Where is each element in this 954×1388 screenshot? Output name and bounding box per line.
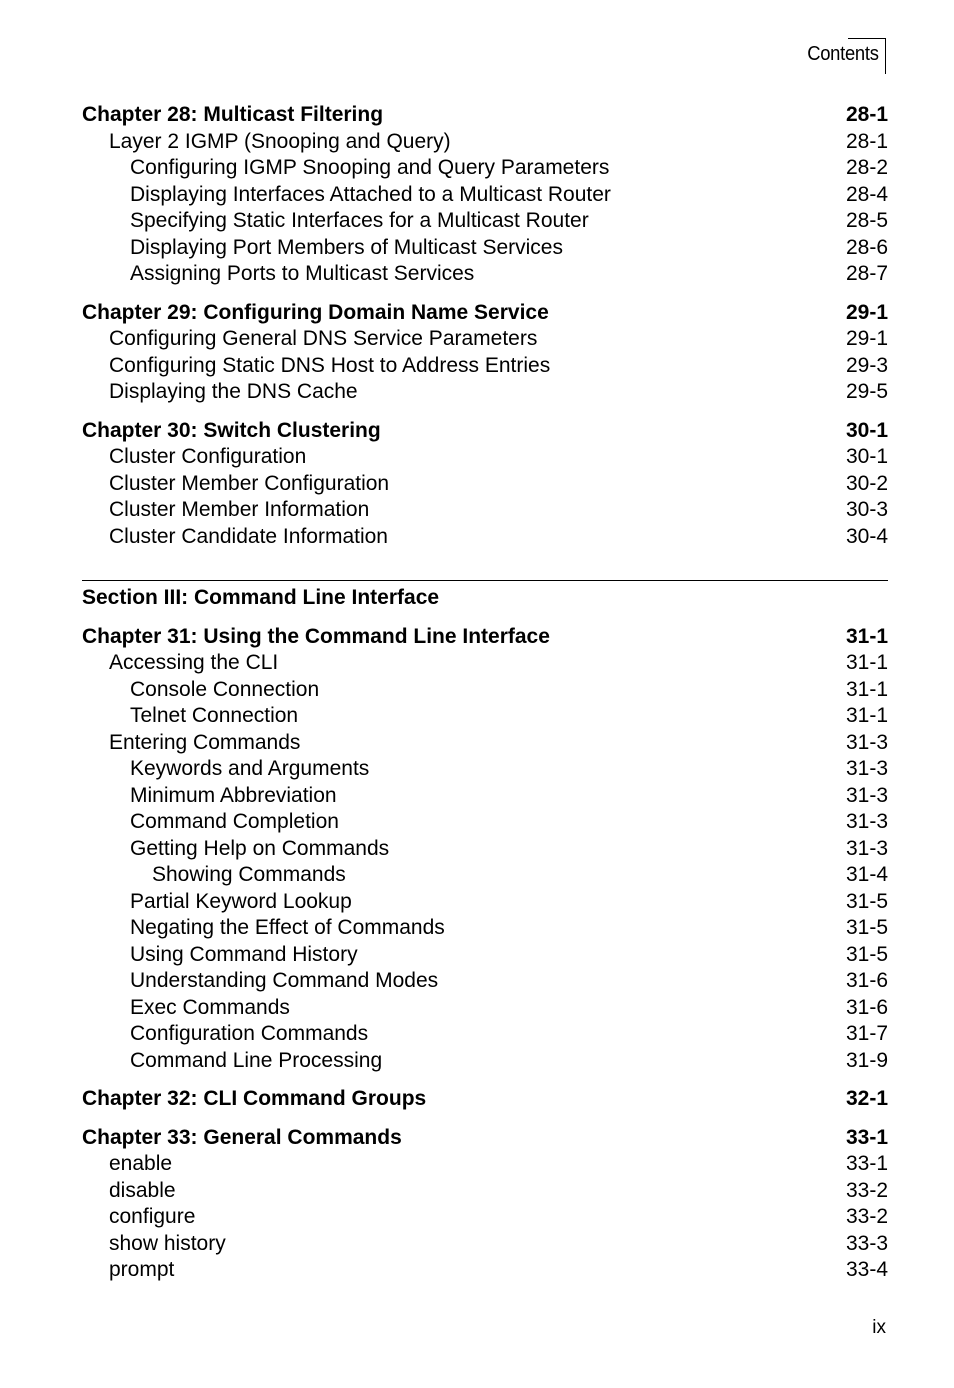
toc-entry-title: Negating the Effect of Commands bbox=[130, 916, 445, 939]
toc-entry-page: 31-1 bbox=[845, 677, 888, 701]
toc-spacer bbox=[82, 1113, 888, 1125]
toc-entry-title: enable bbox=[109, 1152, 173, 1175]
toc-entry[interactable] bbox=[82, 756, 888, 783]
toc-entry-title: Specifying Static Interfaces for a Multicast Router bbox=[130, 209, 589, 232]
toc-entry[interactable] bbox=[82, 129, 888, 156]
toc-entry[interactable] bbox=[82, 836, 888, 863]
toc-entry-title: Cluster Member Configuration bbox=[109, 471, 390, 495]
toc-entry-page: 31-1 bbox=[845, 704, 888, 727]
toc-entry-page: 30-3 bbox=[845, 498, 888, 521]
page-number: ix bbox=[872, 1317, 886, 1338]
toc-entry[interactable] bbox=[82, 326, 888, 353]
toc-entry[interactable] bbox=[82, 968, 888, 995]
toc-entry-page: 31-7 bbox=[845, 1022, 888, 1045]
toc-entry-title: Showing Commands bbox=[152, 863, 346, 886]
toc-entry[interactable] bbox=[82, 809, 888, 836]
section-spacer bbox=[82, 550, 888, 580]
toc-entry-page: 33-1 bbox=[845, 1125, 888, 1149]
toc-entry[interactable] bbox=[82, 730, 888, 757]
toc-entry-title: Chapter 33: General Commands bbox=[82, 1125, 402, 1149]
toc-entry[interactable] bbox=[82, 497, 888, 524]
toc-entry-page: 29-1 bbox=[845, 300, 888, 324]
toc-entry-page: 31-5 bbox=[845, 942, 888, 966]
toc-entry[interactable] bbox=[82, 889, 888, 916]
toc-entry-page: 31-3 bbox=[845, 836, 888, 860]
toc-entry[interactable] bbox=[82, 783, 888, 810]
toc-entry[interactable] bbox=[82, 1231, 888, 1258]
toc-entry[interactable] bbox=[82, 208, 888, 235]
toc-entry-title: Chapter 29: Configuring Domain Name Service bbox=[82, 300, 549, 324]
toc-entry-page: 30-1 bbox=[845, 445, 888, 468]
toc-entry[interactable] bbox=[82, 995, 888, 1022]
header-rule-vertical bbox=[885, 38, 886, 74]
toc-chapter-entry[interactable] bbox=[82, 418, 888, 445]
toc-entry-page: 33-4 bbox=[845, 1258, 888, 1281]
toc-entry-page: 32-1 bbox=[845, 1087, 888, 1110]
toc-entry[interactable] bbox=[82, 444, 888, 471]
toc-entry-title: Chapter 30: Switch Clustering bbox=[82, 418, 381, 442]
toc-entry-title: Understanding Command Modes bbox=[130, 969, 439, 992]
toc-entry-title: Chapter 28: Multicast Filtering bbox=[82, 103, 384, 126]
toc-entry-page: 31-1 bbox=[845, 624, 888, 648]
toc-entry-title: Keywords and Arguments bbox=[130, 757, 370, 780]
toc-spacer bbox=[82, 1074, 888, 1086]
toc-entry[interactable] bbox=[82, 379, 888, 406]
toc-entry-page: 31-6 bbox=[845, 969, 888, 992]
toc-entry-title: Chapter 31: Using the Command Line Interface bbox=[82, 624, 550, 648]
toc-entry[interactable] bbox=[82, 942, 888, 969]
toc-entry-title: Minimum Abbreviation bbox=[130, 783, 337, 807]
toc-chapter-entry[interactable] bbox=[82, 300, 888, 327]
toc-entry[interactable] bbox=[82, 1151, 888, 1178]
toc-entry-page: 28-7 bbox=[845, 262, 888, 285]
toc-entry-page: 29-1 bbox=[845, 327, 888, 350]
toc-entry[interactable] bbox=[82, 235, 888, 262]
toc-entry-title: prompt bbox=[109, 1258, 175, 1281]
toc-entry-title: Configuring Static DNS Host to Address Entries bbox=[109, 353, 551, 377]
toc-entry-page: 31-1 bbox=[845, 651, 888, 674]
toc-entry-title: Console Connection bbox=[130, 677, 320, 701]
toc-entry-title: Layer 2 IGMP (Snooping and Query) bbox=[109, 129, 451, 153]
toc-entry[interactable] bbox=[82, 353, 888, 380]
toc-entry-page: 31-4 bbox=[845, 863, 888, 886]
toc-entry-title: Displaying Port Members of Multicast Services bbox=[130, 235, 563, 259]
toc-entry-title: Using Command History bbox=[130, 942, 358, 966]
toc-entry-page: 33-1 bbox=[845, 1152, 888, 1175]
toc-chapter-entry[interactable] bbox=[82, 1086, 888, 1113]
toc-entry-title: show history bbox=[109, 1231, 226, 1255]
toc-entry-page: 29-3 bbox=[845, 353, 888, 377]
toc-entry-page: 33-3 bbox=[845, 1231, 888, 1255]
toc-entry-title: configure bbox=[109, 1205, 196, 1228]
toc-spacer bbox=[82, 288, 888, 300]
header-rule-horizontal bbox=[848, 38, 886, 39]
toc-entry-page: 28-4 bbox=[845, 182, 888, 206]
toc-entry[interactable] bbox=[82, 862, 888, 889]
toc-spacer bbox=[82, 612, 888, 624]
toc-entry[interactable] bbox=[82, 1204, 888, 1231]
toc-entry-page: 30-1 bbox=[845, 418, 888, 442]
toc-entry-title: Configuration Commands bbox=[130, 1022, 369, 1045]
toc-entry-title: Entering Commands bbox=[109, 730, 301, 754]
running-header: Contents bbox=[807, 43, 879, 65]
toc-entry-page: 30-4 bbox=[845, 524, 888, 548]
toc-entry-title: Displaying Interfaces Attached to a Multicast Router bbox=[130, 182, 611, 206]
toc-entry[interactable] bbox=[82, 182, 888, 209]
toc-entry-page: 31-6 bbox=[845, 995, 888, 1019]
toc-entry[interactable] bbox=[82, 155, 888, 182]
toc-chapter-entry[interactable] bbox=[82, 1125, 888, 1152]
toc-entry-page: 31-3 bbox=[845, 730, 888, 754]
toc-entry[interactable] bbox=[82, 524, 888, 551]
toc-entry-title: Command Line Processing bbox=[130, 1048, 383, 1072]
toc-entry-title: Command Completion bbox=[130, 810, 339, 833]
toc-chapter-entry[interactable] bbox=[82, 624, 888, 651]
toc-entry[interactable] bbox=[82, 1048, 888, 1075]
toc-entry-page: 33-2 bbox=[845, 1205, 888, 1228]
toc-entry-title: Partial Keyword Lookup bbox=[130, 889, 352, 913]
toc-entry-title: Configuring IGMP Snooping and Query Parameters bbox=[130, 156, 610, 179]
toc-entry-page: 33-2 bbox=[845, 1178, 888, 1202]
toc-entry-page: 29-5 bbox=[845, 380, 888, 403]
toc-entry-title: Cluster Member Information bbox=[109, 498, 370, 521]
toc-entry-page: 31-9 bbox=[845, 1048, 888, 1072]
toc-entry[interactable] bbox=[82, 1021, 888, 1048]
toc-entry-title: Accessing the CLI bbox=[109, 651, 279, 674]
toc-entry[interactable] bbox=[82, 915, 888, 942]
section-divider bbox=[82, 580, 888, 581]
toc-entry-title: Chapter 32: CLI Command Groups bbox=[82, 1087, 427, 1110]
toc-entry-title: Section III: Command Line Interface bbox=[82, 586, 440, 609]
toc-entry[interactable] bbox=[82, 261, 888, 288]
toc-entry-page: 28-1 bbox=[845, 103, 888, 126]
toc-entry-page: 30-2 bbox=[845, 471, 888, 495]
toc-section-heading[interactable] bbox=[82, 585, 888, 612]
toc-chapter-entry[interactable] bbox=[82, 102, 888, 129]
toc-entry[interactable] bbox=[82, 1178, 888, 1205]
toc-entry[interactable] bbox=[82, 650, 888, 677]
toc-entry[interactable] bbox=[82, 677, 888, 704]
toc-spacer bbox=[82, 406, 888, 418]
toc-entry-title: Exec Commands bbox=[130, 995, 290, 1019]
toc-entry[interactable] bbox=[82, 471, 888, 498]
toc-entry-title: Configuring General DNS Service Parameters bbox=[109, 327, 538, 350]
toc-entry-title: Assigning Ports to Multicast Services bbox=[130, 262, 475, 285]
toc-entry-page: 28-5 bbox=[845, 209, 888, 232]
toc-entry-page: 31-5 bbox=[845, 916, 888, 939]
toc-entry-page: 31-5 bbox=[845, 889, 888, 913]
toc-entry-title: Cluster Configuration bbox=[109, 445, 307, 468]
toc-entry-page: 28-1 bbox=[845, 129, 888, 153]
toc-entry-page: 28-6 bbox=[845, 235, 888, 259]
toc-entry-title: disable bbox=[109, 1178, 176, 1202]
toc-entry-page: 31-3 bbox=[845, 783, 888, 807]
toc-entry-title: Displaying the DNS Cache bbox=[109, 380, 358, 403]
toc-entry-page: 31-3 bbox=[845, 810, 888, 833]
toc-entry-title: Getting Help on Commands bbox=[130, 836, 390, 860]
toc-entry[interactable] bbox=[82, 1257, 888, 1284]
toc-entry-title: Telnet Connection bbox=[130, 704, 299, 727]
toc-entry-page: 31-3 bbox=[845, 757, 888, 780]
toc-entry-title: Cluster Candidate Information bbox=[109, 524, 388, 548]
toc-entry[interactable] bbox=[82, 703, 888, 730]
toc-entry-page: 28-2 bbox=[845, 156, 888, 179]
table-of-contents bbox=[82, 102, 888, 1284]
